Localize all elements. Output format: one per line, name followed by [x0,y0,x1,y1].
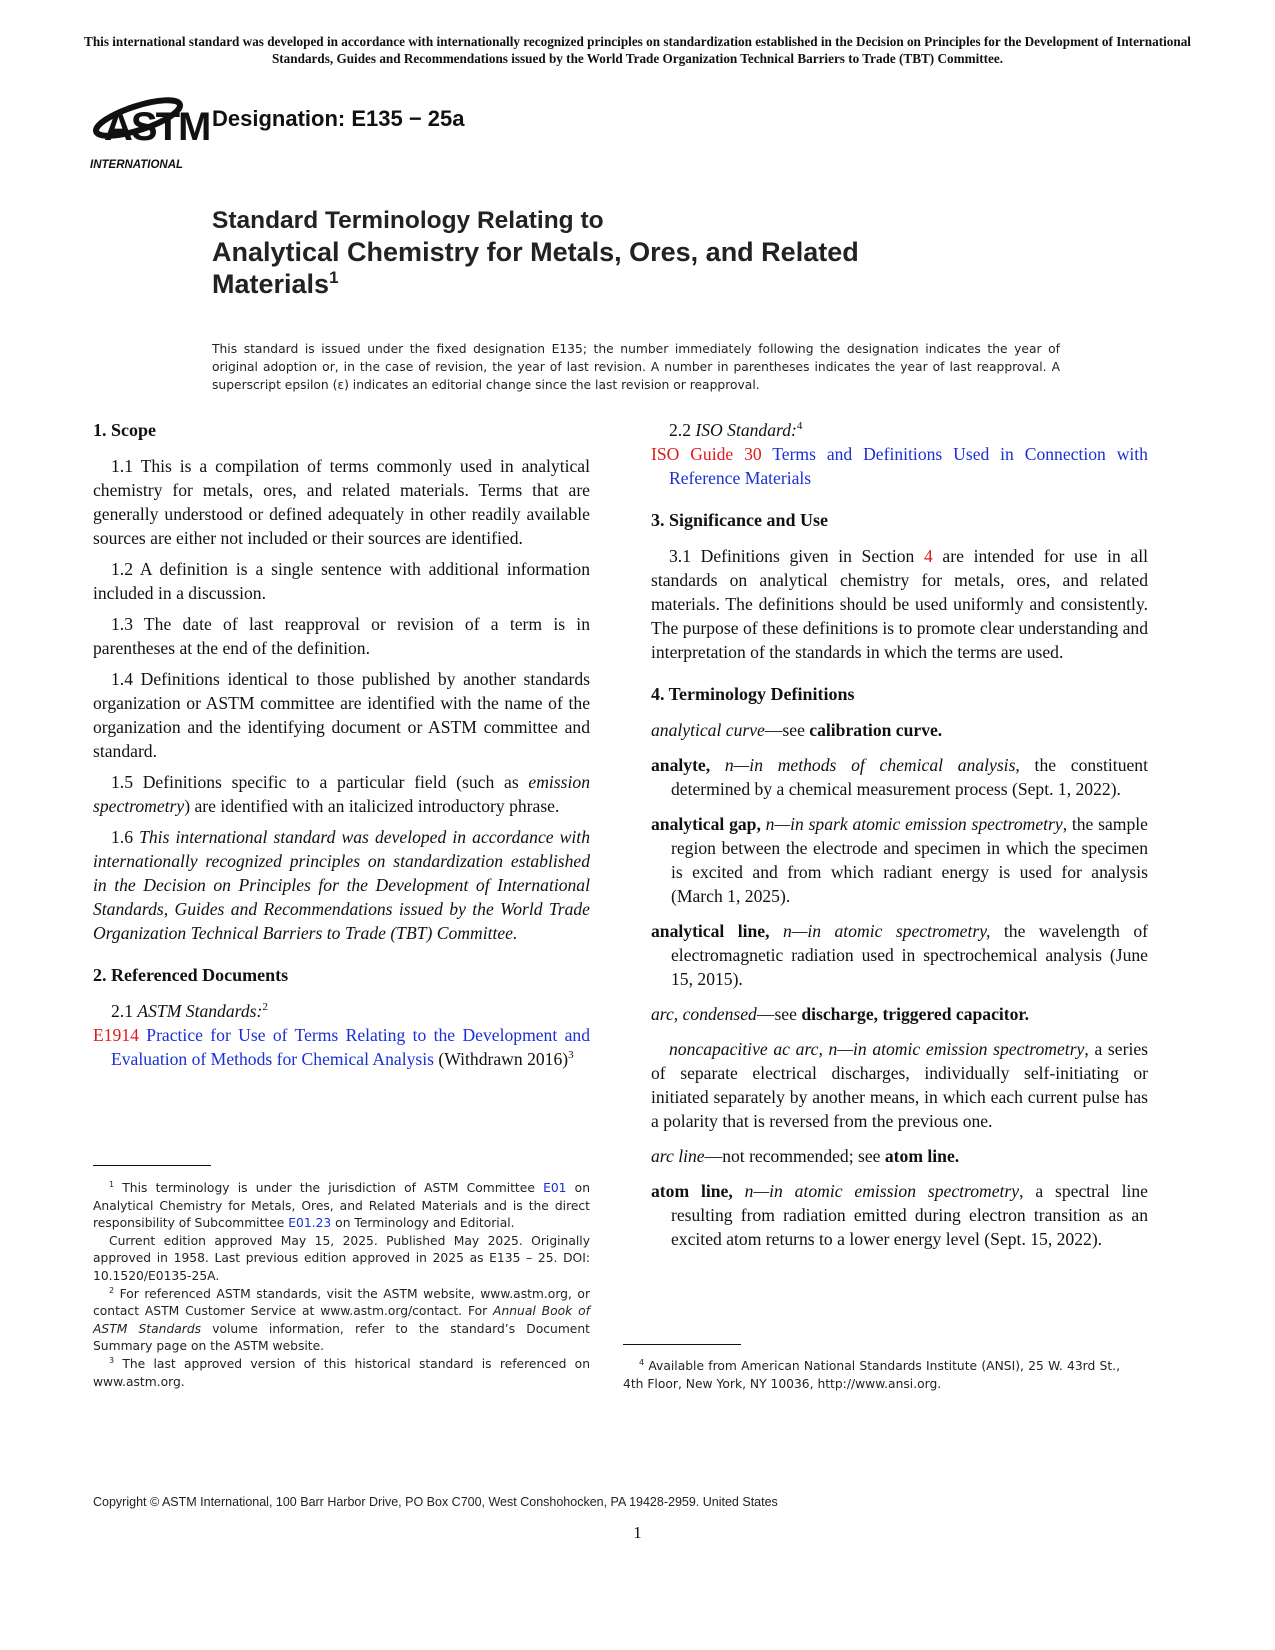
page-number: 1 [633,1523,642,1542]
footnote-3: $^3$ The last approved version of this historical standard is referenced on www.astm.org. [93,1355,590,1389]
title-line-1: Standard Terminology Relating to [212,207,604,234]
footnote-rule-left [93,1165,211,1166]
footnote-rule-right [623,1344,741,1345]
ref-e1914-title-link[interactable]: Practice for Use of Terms Relating to the Development and Evaluation of Methods for Chemical Analysis [111,1025,590,1069]
term-analyte: analyte, n—in methods of chemical analysis, the constituent determined by a chemical measurement process (Sept. 1, 2022). [651,755,1148,799]
term-arc-condensed: arc, condensed—see discharge, triggered capacitor. [651,1004,1030,1024]
copyright-notice: Copyright © ASTM International, 100 Barr Harbor Drive, PO Box C700, West Conshohocken, PA 19428-2959. United States [93,1495,778,1509]
designation: Designation: E135 − 25a [212,106,465,131]
section-4-heading: 4. Terminology Definitions [651,684,855,704]
astm-logo-icon [84,82,210,178]
svg-text:ASTM: ASTM [104,105,210,149]
para-1-6: 1.6 This international standard was developed in accordance with internationally recognized principles on standardization established in the Decision on Principles for the Development of International Standards, Guides and Recommendations issued by the World Trade Organization Technical Barriers to Trade (TBT) Committee. [93,827,590,943]
ref-iso-guide-30 [651,442,1148,490]
footnote-2: $^2$ For referenced ASTM standards, visit the ASTM website, www.astm.org, or contact ASTM Customer Service at www.astm.org/contact. For Annual Book of ASTM Standards volume information, refer to the standard’s Document Summary page on the ASTM website. [93,1285,590,1354]
para-1-2: 1.2 A definition is a single sentence with additional information included in a discussion. [93,559,590,603]
para-1-4: 1.4 Definitions identical to those published by another standards organization or ASTM committee are identified with the name of the organization and the identifying document or ASTM committee and standard. [93,669,590,761]
footnotes-left [93,1180,590,1391]
ref-e1914: E1914 Practice for Use of Terms Relating to the Development and Evaluation of Methods for Chemical Analysis (Withdrawn 2016)$^3$ [93,1025,590,1069]
document-title [212,206,972,300]
section-2-heading: 2. Referenced Documents [93,965,289,985]
e01-23-link[interactable]: E01.23 [288,1216,332,1231]
footnote-3-mark[interactable]: 3 [568,1049,574,1061]
e01-link[interactable]: E01 [543,1181,567,1195]
section-1-heading: 1. Scope [93,420,156,440]
right-column [651,418,1148,1262]
term-analytical-gap: analytical gap, n—in spark atomic emission spectrometry, the sample region between the electrode and specimen in which the specimen is excited and from which radiant energy is used for analysis (March 1, 2025). [651,814,1148,906]
title-line-2: Analytical Chemistry for Metals, Ores, and Related [212,237,859,267]
title-footnote-mark[interactable]: 1 [329,268,339,287]
footnote-1-edition: Current edition approved May 15, 2025. Published May 2025. Originally approved in 1958. Last previous edition approved in 2025 as E135 – 25. DOI: 10.1520/E0135-25A. [93,1233,590,1283]
para-3-1: 3.1 Definitions given in Section 4 are intended for use in all standards on analytical chemistry for metals, ores, and related materials. The definitions should be used uniformly and consistently. The purpose of these definitions is to promote clear understanding and interpretation of the standards in which the terms are used. [651,546,1149,662]
footnotes-right [623,1358,1120,1393]
ref-e1914-link[interactable]: E1914 [93,1025,139,1045]
para-1-3: 1.3 The date of last reapproval or revision of a term is in parentheses at the end of the definition. [93,614,590,658]
title-line-3: Materials$^1$ [212,268,339,299]
left-column [93,418,590,1071]
para-1-5: 1.5 Definitions specific to a particular field (such as emission spectrometry) are identified with an italicized introductory phrase. [93,772,590,816]
term-analytical-line: analytical line, n—in atomic spectrometry, the wavelength of electromagnetic radiation used in spectrochemical analysis (June 15, 2015). [651,921,1148,989]
term-analytical-curve: analytical curve—see calibration curve. [651,720,943,740]
section-3-heading: 3. Significance and Use [651,510,829,530]
ref-iso-guide-30-title-link[interactable]: Terms and Definitions Used in Connection with Reference Materials [669,444,1148,488]
term-atom-line: atom line, n—in atomic emission spectrometry, a spectral line resulting from radiation emitted during electron transition as an excited atom returns to a lower energy level (Sept. 15, 2022). [651,1181,1148,1249]
ref-iso-guide-30-link[interactable]: ISO Guide 30 [651,444,762,464]
issued-notice: This standard is issued under the fixed designation E135; the number immediately following the designation indicates the year of original adoption or, in the case of revision, the year of last revision. A number in parentheses indicates the year of last reapproval. A superscript epsilon (ε) indicates an editorial change since the last revision or reapproval. [212,342,1060,392]
term-noncapacitive-ac-arc: noncapacitive ac arc, n—in atomic emission spectrometry, a series of separate electrical discharges, individually self-initiating or initiated separately by another means, in which each current pulse has a polarity that is reversed from the previous one. [651,1039,1148,1131]
section-4-link[interactable]: 4 [923,546,933,566]
footnote-4: $^4$ Available from American National Standards Institute (ANSI), 25 W. 43rd St., 4th Floor, New York, NY 10036, http://www.ansi.org. [623,1358,1120,1391]
footnote-4-mark[interactable]: 4 [796,420,803,432]
para-1-1: 1.1 This is a compilation of terms commonly used in analytical chemistry for metals, ores, and related materials. Terms that are generally understood or defined adequately in other readily available sources are either not included or their sources are identified. [93,456,590,548]
para-2-2: 2.2 ISO Standard:$^4$ [669,420,803,440]
term-arc-line: arc line—not recommended; see atom line. [651,1146,960,1166]
astm-logo [84,82,210,178]
wto-notice: This international standard was developed in accordance with internationally recognized principles on standardization established in the Decision on Principles for the Development of International Standards, Guides and Recommendations issued by the World Trade Organization Technical Barriers to Trade (TBT) Committee. [84,34,1191,66]
footnote-2-mark[interactable]: 2 [262,1001,268,1013]
svg-text:INTERNATIONAL: INTERNATIONAL [90,159,184,171]
para-2-1: 2.1 ASTM Standards:$^2$ [111,1001,268,1021]
footnote-1: $^1$ This terminology is under the jurisdiction of ASTM Committee E01 on Analytical Chemistry for Metals, Ores, and Related Materials and is the direct responsibility of Subcommittee E01.23 on Terminology and Editorial. [93,1180,590,1231]
